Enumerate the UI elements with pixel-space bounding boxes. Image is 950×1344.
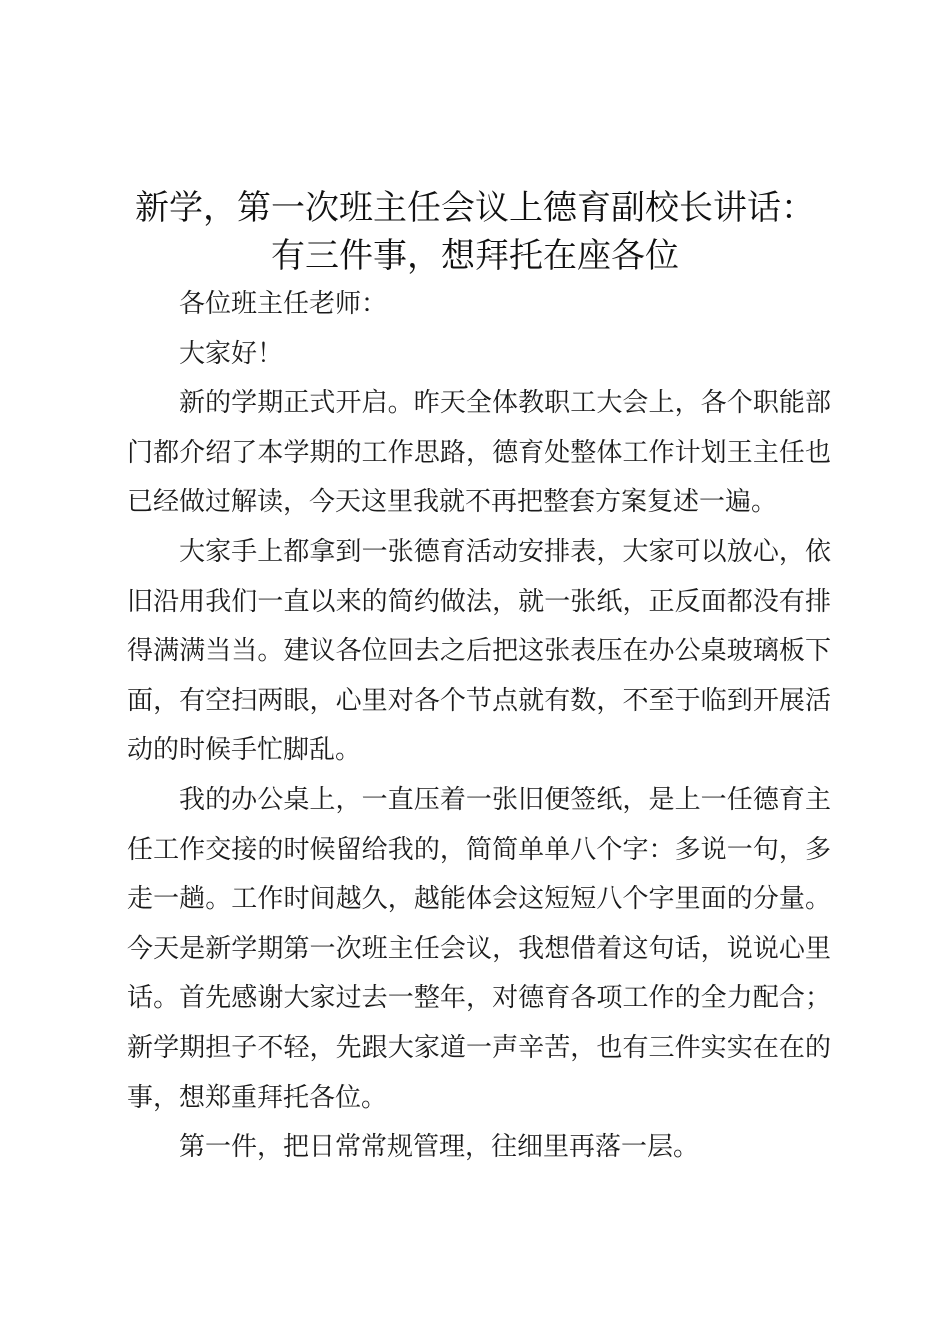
document-body — [127, 280, 831, 1173]
title-line-1: 新学，第一次班主任会议上德育副校长讲话： — [135, 188, 815, 228]
salutation: 各位班主任老师： — [179, 289, 388, 319]
greeting: 大家好！ — [179, 338, 284, 369]
paragraph-intro: 新的学期正式开启。昨天全体教职工大会上，各个职能部门都介绍了本学期的工作思路，德育处整体工作计划王主任也已经做过解读，今天这里我就不再把整套方案复述一遍。 — [127, 388, 831, 518]
document-title — [110, 184, 840, 280]
paragraph-note: 我的办公桌上，一直压着一张旧便签纸，是上一任德育主任工作交接的时候留给我的，简简单单八个字：多说一句，多走一趟。工作时间越久，越能体会这短短八个字里面的分量。今天是新学期第一次班主任会议，我想借着这句话，说说心里话。首先感谢大家过去一整年，对德育各项工作的全力配合；新学期担子不轻，先跟大家道一声辛苦，也有三件实实在在的事，想郑重拜托各位。 — [127, 784, 831, 1113]
title-line-2: 有三件事，想拜托在座各位 — [271, 236, 679, 276]
paragraph-schedule: 大家手上都拿到一张德育活动安排表，大家可以放心，依旧沿用我们一直以来的简约做法，就一张纸，正反面都没有排得满满当当。建议各位回去之后把这张表压在办公桌玻璃板下面，有空扫两眼，心里对各个节点就有数，不至于临到开展活动的时候手忙脚乱。 — [127, 536, 831, 766]
paragraph-first-item: 第一件，把日常常规管理，往细里再落一层。 — [179, 1132, 700, 1163]
